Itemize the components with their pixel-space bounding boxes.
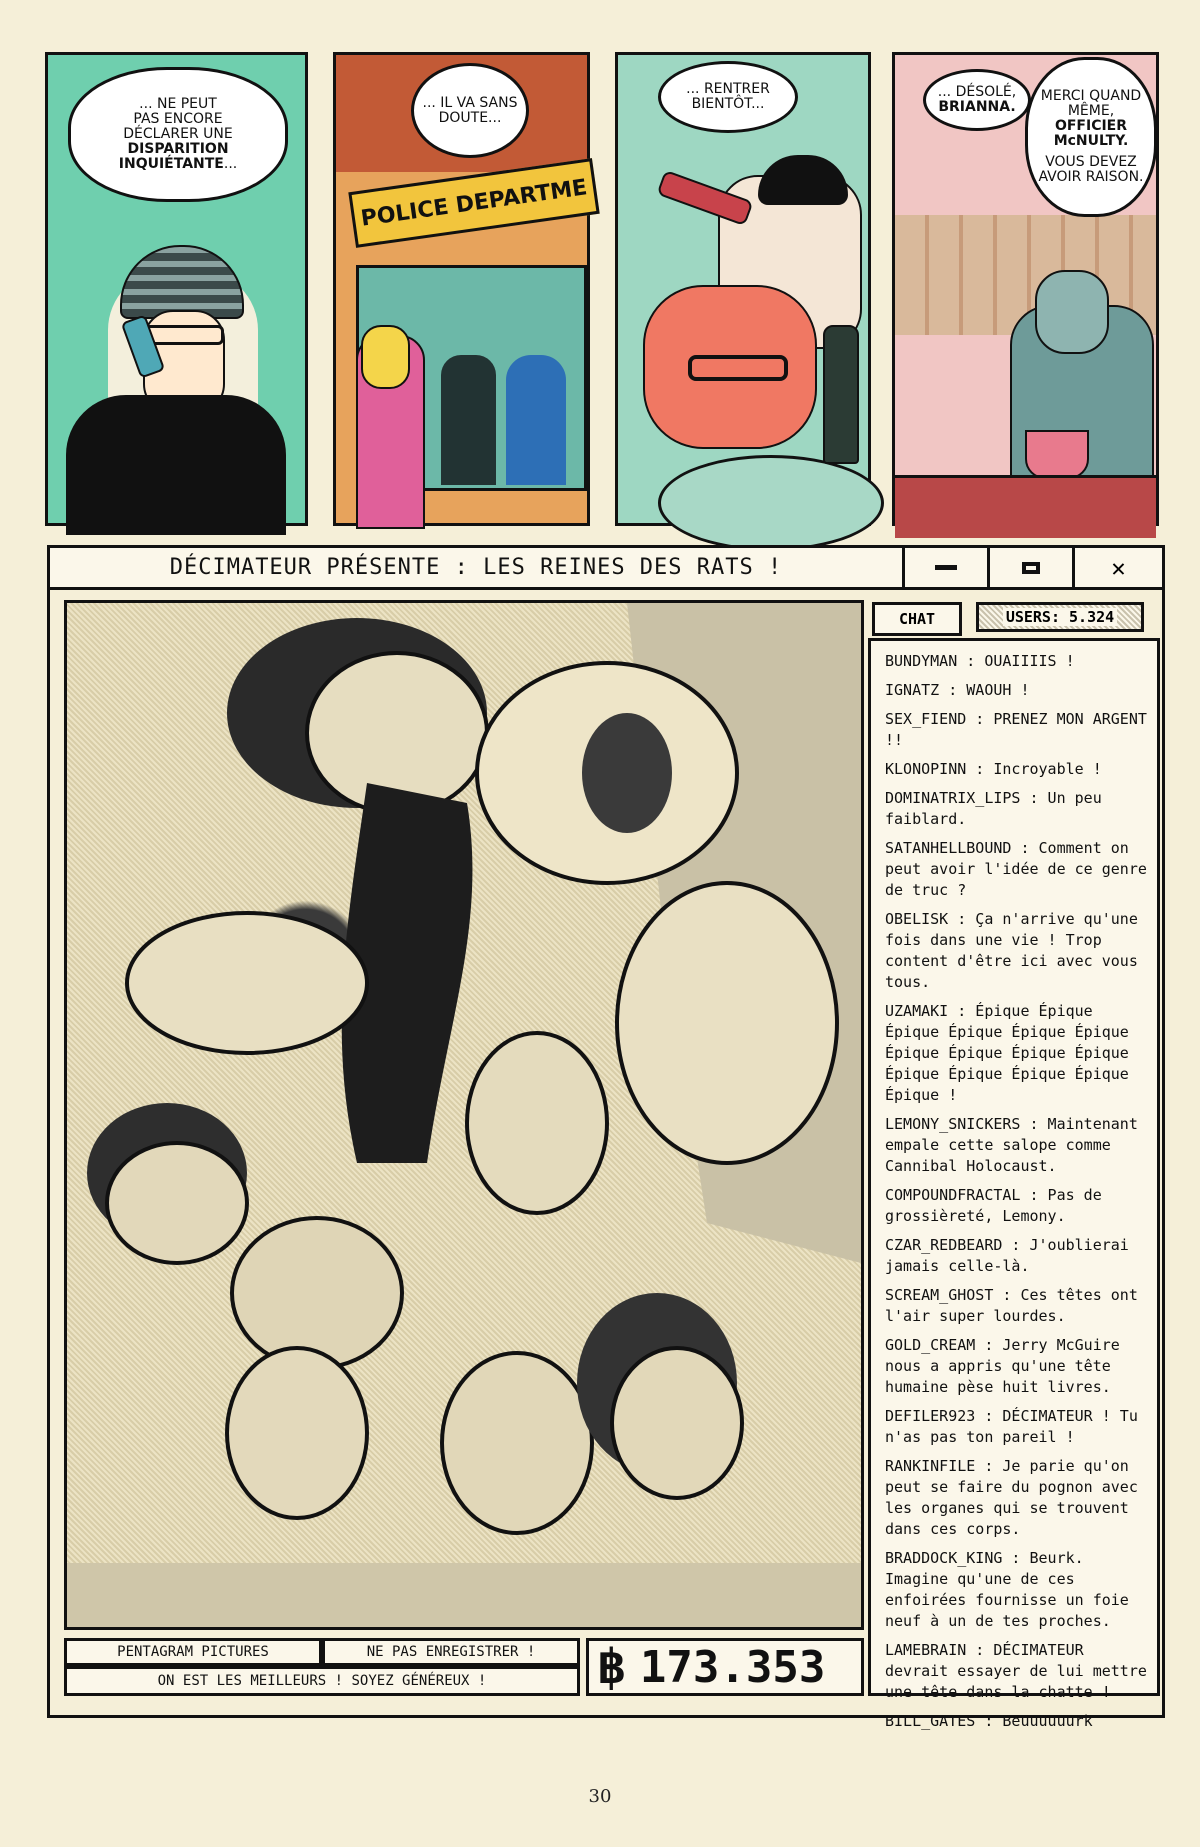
bitcoin-icon: ฿ [597,1639,626,1695]
blonde-hair [361,325,410,389]
chat-message: SATANHELLBOUND : Comment on peut avoir l'idée de ce genre de truc ? [885,839,1147,899]
video-stream[interactable] [64,600,864,1630]
bubble-line: DÉCLARER UNE [123,126,233,142]
chat-message: GOLD_CREAM : Jerry McGuire nous a appris qu'une tête humaine pèse huit livres. [885,1336,1120,1396]
woman-body [66,395,286,535]
chat-header [868,600,1160,638]
close-button[interactable] [1075,548,1162,590]
slogan-label: ON EST LES MEILLEURS ! SOYEZ GÉNÉREUX ! [64,1666,580,1696]
bubble-ellipsis: ... [223,156,238,172]
bubble-bold-name: OFFICIER McNULTY. [1053,118,1129,149]
stream-window [47,545,1165,1730]
user-count: USERS: 5.324 [1003,608,1117,626]
chat-message: OBELISK : Ça n'arrive qu'une fois dans une vie ! Trop content d'être ici avec vous tous. [885,910,1138,991]
chat-messages[interactable] [868,638,1160,1730]
user-count-badge [976,602,1144,632]
maximize-icon [1022,562,1040,574]
chat-message: DOMINATRIX_LIPS : Un peu faiblard. [885,789,1102,828]
bubble-text: MERCI QUAND MÊME, [1040,88,1142,119]
studio-label: PENTAGRAM PICTURES [64,1638,322,1666]
chat-message: CZAR_REDBEARD : J'oublierai jamais celle-là. [885,1236,1129,1275]
chat-message: KLONOPINN : Incroyable ! [885,760,1102,778]
gore-illustration [67,603,861,1627]
bubble-text: VOUS DEVEZ AVOIR RAISON. [1038,154,1144,185]
minimize-icon [935,565,957,570]
tip-counter [586,1638,864,1696]
chat-message: COMPOUNDFRACTAL : Pas de grossièreté, Lemony. [885,1186,1102,1225]
chat-message: SCREAM_GHOST : Ces têtes ont l'air super lourdes. [885,1286,1138,1325]
speech-bubble [923,69,1031,131]
police-sign: POLICE DEPARTME [348,158,599,248]
chat-message: DEFILER923 : DÉCIMATEUR ! Tu n'as pas ton pareil ! [885,1407,1138,1446]
comic-panel-1 [45,52,308,526]
no-record-label: NE PAS ENREGISTRER ! [322,1638,580,1666]
chat-message: IGNATZ : WAOUH ! [885,681,1030,699]
bubble-text: ... DÉSOLÉ, [937,84,1017,100]
page-number: 30 [588,1786,612,1807]
table [658,455,884,551]
bubble-bold-name: BRIANNA. [938,99,1016,115]
comic-panel-3 [615,52,871,526]
bubble-line: PAS ENCORE [133,111,223,127]
chat-message: SEX_FIEND : PRENEZ MON ARGENT !! [885,710,1147,749]
bubble-bold-line: INQUIÉTANTE [118,156,224,172]
officer-silhouette [441,355,496,485]
chat-message: BUNDYMAN : OUAIIIIS ! [885,652,1075,670]
glasses-icon [144,325,224,345]
speech-bubble [1025,57,1157,217]
chat-panel [868,600,1160,1730]
window-title: DÉCIMATEUR PRÉSENTE : LES REINES DES RATS ! [50,548,905,590]
beer-bottle [823,325,859,464]
chat-message: BRADDOCK_KING : Beurk. Imagine qu'une de ces enfoirées fournisse un foie neuf à un de tes proches. [885,1549,1129,1630]
old-woman [506,355,566,485]
speech-bubble: ... RENTRER BIENTÔT... [658,61,798,133]
glasses-icon [688,355,788,381]
close-icon: ✕ [1111,553,1126,582]
minimize-button[interactable] [905,548,990,590]
boy-hair [758,155,848,205]
bottle-icon [656,170,753,227]
speech-bubble [68,67,288,202]
comic-panel-2 [333,52,590,526]
chat-message: LAMEBRAIN : DÉCIMATEUR devrait essayer de lui mettre une tête dans la chatte ! [885,1641,1147,1701]
chat-message: RANKINFILE : Je parie qu'on peut se faire du pognon avec les organes qui se trouvent dans ces corps. [885,1457,1138,1538]
chat-message: UZAMAKI : Épique Épique Épique Épique Épique Épique Épique Épique Épique Épique Épique Épique Épique Épique Épique ! [885,1002,1129,1104]
speech-bubble: ... IL VA SANS DOUTE... [411,63,529,158]
chat-message: BILL_GATES : Beuuuuuurk [885,1712,1093,1730]
maximize-button[interactable] [990,548,1075,590]
counter [895,475,1156,538]
tab-chat[interactable]: CHAT [872,602,962,636]
bubble-line: ... NE PEUT [139,96,217,112]
comic-panel-4 [892,52,1159,526]
chat-message: LEMONY_SNICKERS : Maintenant empale cette salope comme Cannibal Holocaust. [885,1115,1138,1175]
coffee-cup-icon [1025,430,1089,479]
woman-beanie [120,245,244,319]
barista-head [1035,270,1109,354]
bubble-bold-line: DISPARITION [127,141,229,157]
tip-amount: 173.353 [639,1641,826,1693]
